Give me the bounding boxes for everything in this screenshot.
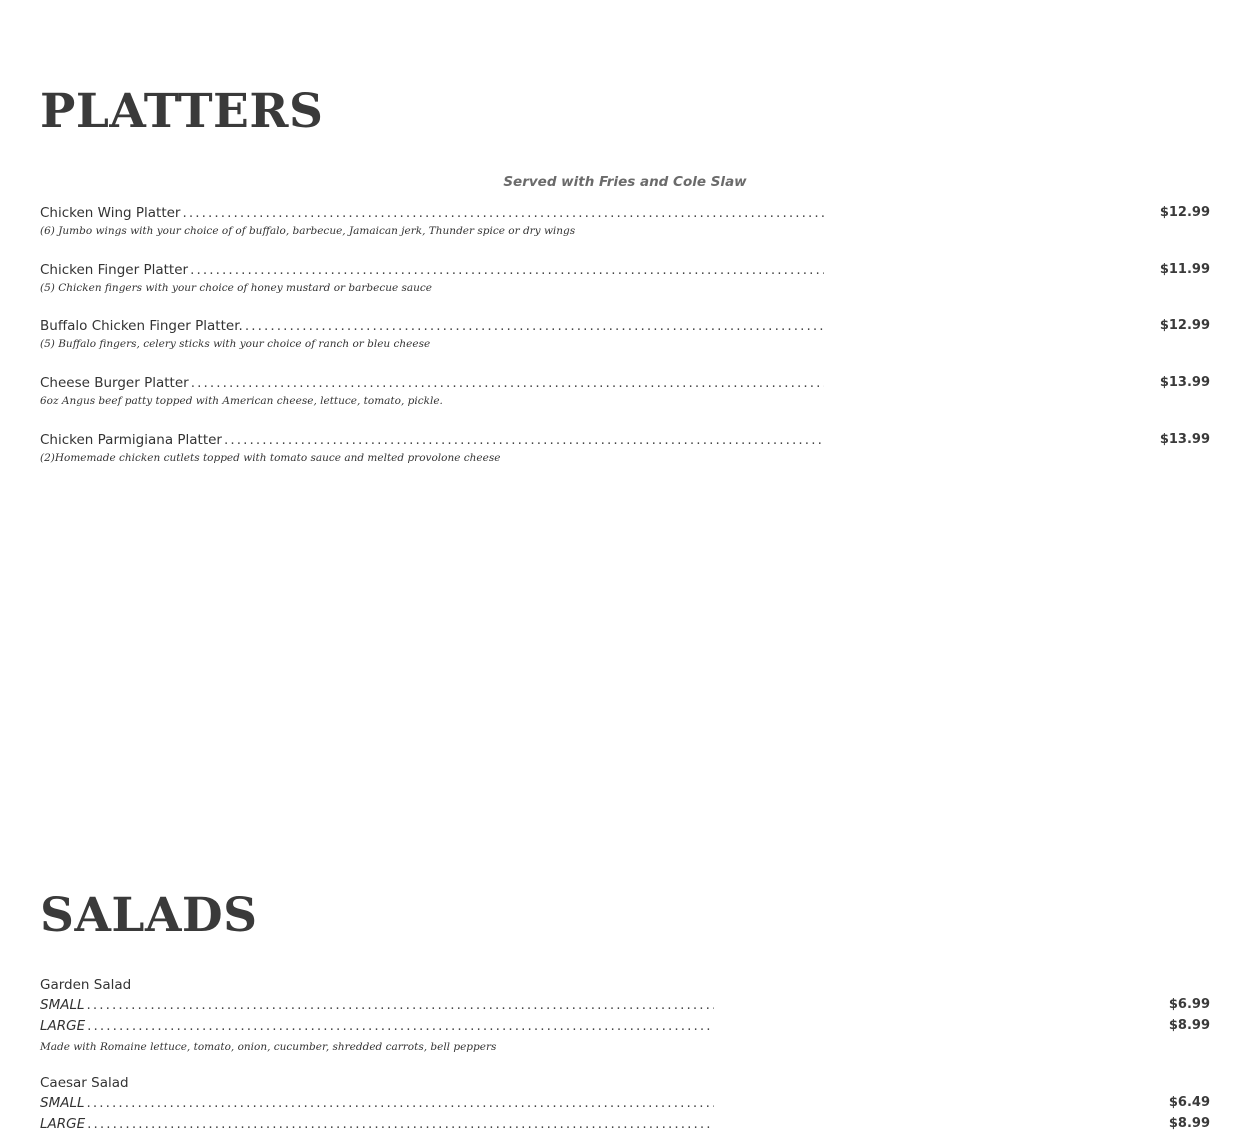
item-description: (5) Chicken fingers with your choice of honey mustard or barbecue sauce — [40, 282, 433, 294]
item-price: $11.99 — [1159, 262, 1210, 277]
item-description: (2)Homemade chicken cutlets topped with tomato sauce and melted provolone cheese — [40, 452, 501, 464]
salads-section — [40, 886, 1210, 1132]
item-price: $8.99 — [1168, 1116, 1210, 1131]
menu-item — [40, 1074, 1210, 1136]
item-name: Garden Salad — [40, 977, 132, 993]
item-name: Cheese Burger Platter — [40, 375, 189, 391]
item-name: Chicken Parmigiana Platter — [40, 432, 222, 448]
item-description: (6) Jumbo wings with your choice of of buffalo, barbecue, Jamaican jerk, Thunder spice or dry wings — [40, 225, 576, 237]
size-label: LARGE — [40, 1116, 86, 1132]
item-description: Made with Romaine lettuce, tomato, onion, cucumber, shredded carrots, bell peppers — [40, 1041, 497, 1053]
item-price: $6.49 — [1168, 1095, 1210, 1110]
platters-title: PLATTERS — [40, 84, 324, 139]
item-description: (5) Buffalo fingers, celery sticks with your choice of ranch or bleu cheese — [40, 338, 431, 350]
item-price: $6.99 — [1168, 997, 1210, 1012]
menu-item — [40, 374, 1210, 409]
menu-item — [40, 976, 1210, 1055]
platters-section — [40, 82, 1210, 464]
item-price: $12.99 — [1159, 205, 1210, 220]
size-label: SMALL — [40, 997, 85, 1013]
menu-item — [40, 204, 1210, 239]
salads-title: SALADS — [40, 888, 258, 943]
item-name: Caesar Salad — [40, 1075, 129, 1091]
item-name: Buffalo Chicken Finger Platter. — [40, 318, 243, 334]
menu-item — [40, 317, 1210, 352]
item-price: $12.99 — [1159, 318, 1210, 333]
size-label: SMALL — [40, 1095, 85, 1111]
item-price: $13.99 — [1159, 375, 1210, 390]
platters-subtitle: Served with Fries and Cole Slaw — [503, 174, 747, 190]
item-price: $8.99 — [1168, 1018, 1210, 1033]
item-name: Chicken Wing Platter — [40, 205, 181, 221]
size-label: LARGE — [40, 1018, 86, 1034]
menu-item — [40, 431, 1210, 466]
menu-item — [40, 261, 1210, 296]
item-price: $13.99 — [1159, 432, 1210, 447]
item-description: 6oz Angus beef patty topped with American cheese, lettuce, tomato, pickle. — [40, 395, 443, 407]
item-name: Chicken Finger Platter — [40, 262, 189, 278]
